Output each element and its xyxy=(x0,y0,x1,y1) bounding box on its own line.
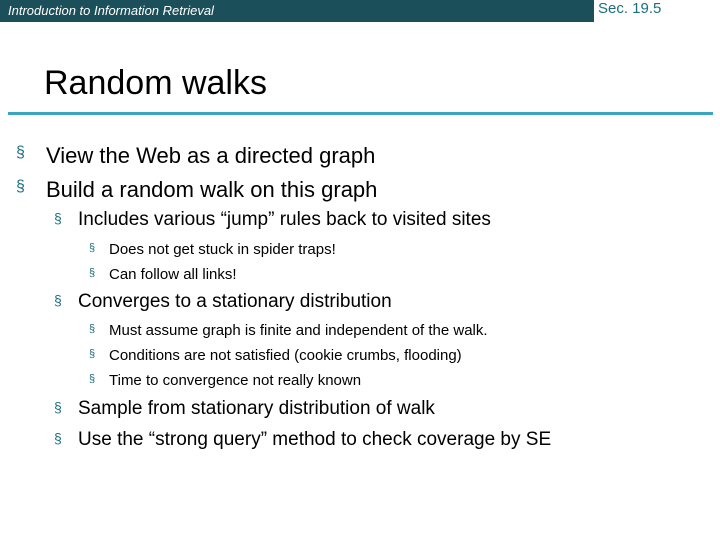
slide-title: Random walks xyxy=(44,64,267,102)
course-title: Introduction to Information Retrieval xyxy=(8,3,214,18)
bullet-text: Use the “strong query” method to check coverage by SE xyxy=(78,429,552,450)
bullet-text: Can follow all links! xyxy=(109,266,237,283)
bullet-item xyxy=(16,177,378,203)
sub-bullet-item xyxy=(54,429,552,451)
sub-sub-bullet-item xyxy=(89,241,336,258)
section-ref: Sec. 19.5 xyxy=(598,0,662,17)
bullet-marker-icon: § xyxy=(16,144,25,161)
bullet-text: View the Web as a directed graph xyxy=(46,143,376,168)
bullet-marker-icon: § xyxy=(16,178,25,195)
bullet-text: Conditions are not satisfied (cookie crumbs, flooding) xyxy=(109,347,462,364)
bullet-text: Sample from stationary distribution of walk xyxy=(78,398,435,419)
bullet-text: Build a random walk on this graph xyxy=(46,177,378,202)
bullet-text: Must assume graph is finite and independent of the walk. xyxy=(109,322,488,339)
bullet-marker-icon: § xyxy=(89,267,96,279)
sub-sub-bullet-item xyxy=(89,347,462,364)
bullet-marker-icon: § xyxy=(89,373,96,385)
sub-sub-bullet-item xyxy=(89,266,237,283)
bullet-item xyxy=(16,143,376,169)
bullet-marker-icon: § xyxy=(89,323,96,335)
sub-sub-bullet-item xyxy=(89,322,488,339)
bullet-text: Includes various “jump” rules back to visited sites xyxy=(78,209,491,230)
sub-bullet-item xyxy=(54,209,491,231)
bullet-marker-icon: § xyxy=(54,210,62,226)
bullet-marker-icon: § xyxy=(89,348,96,360)
bullet-marker-icon: § xyxy=(54,292,62,308)
bullet-text: Does not get stuck in spider traps! xyxy=(109,241,336,258)
sub-bullet-item xyxy=(54,291,392,313)
bullet-marker-icon: § xyxy=(54,399,62,415)
sub-sub-bullet-item xyxy=(89,372,362,389)
bullet-text: Converges to a stationary distribution xyxy=(78,291,392,312)
bullet-marker-icon: § xyxy=(54,430,62,446)
sub-bullet-item xyxy=(54,398,435,420)
bullet-marker-icon: § xyxy=(89,242,96,254)
bullet-text: Time to convergence not really known xyxy=(109,372,362,389)
